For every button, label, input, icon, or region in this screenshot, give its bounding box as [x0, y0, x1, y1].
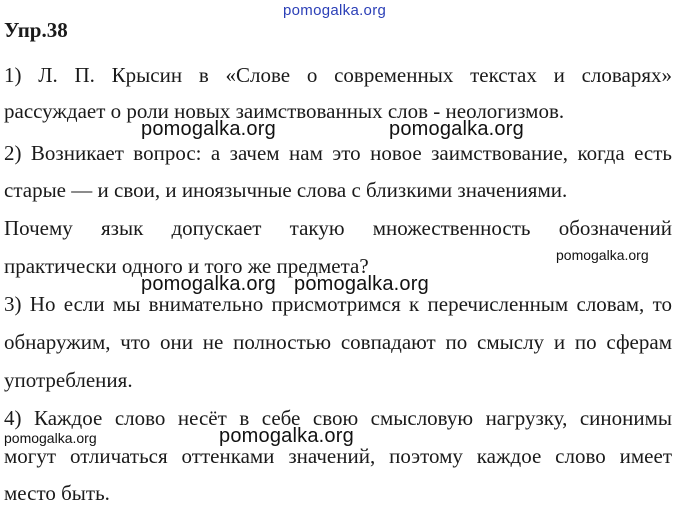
watermark-2: pomogalka.org — [389, 118, 524, 140]
watermark-3: pomogalka.org — [556, 247, 649, 263]
watermark-5: pomogalka.org — [294, 273, 429, 295]
text-line-3: 2) Возникает вопрос: а зачем нам это новое заимствование, когда есть — [4, 141, 672, 165]
text-line-11: могут отличаться оттенками значений, поэтому каждое слово имеет — [4, 444, 672, 468]
text-line-5: Почему язык допускает такую множественность обозначений — [4, 216, 672, 240]
text-line-7: 3) Но если мы внимательно присмотримся к перечисленным словам, то — [4, 292, 672, 316]
text-line-8: обнаружим, что они не полностью совпадают по смыслу и по сферам — [4, 330, 672, 354]
text-line-2: рассуждает о роли новых заимствованных слов - неологизмов. — [4, 99, 565, 123]
watermark-1: pomogalka.org — [141, 118, 276, 140]
text-line-12: место быть. — [4, 481, 110, 505]
text-line-4: старые — и свои, и иноязычные слова с близкими значениями. — [4, 178, 568, 202]
watermark-4: pomogalka.org — [141, 273, 276, 295]
text-line-9: употребления. — [4, 368, 133, 392]
watermark-6: pomogalka.org — [4, 430, 97, 446]
watermark-7: pomogalka.org — [219, 425, 354, 447]
text-line-10: 4) Каждое слово несёт в себе свою смысловую нагрузку, синонимы — [4, 406, 672, 430]
exercise-title: Упр.38 — [4, 18, 68, 42]
text-line-6: практически одного и того же предмета? — [4, 254, 369, 278]
watermark-top: pomogalka.org — [283, 2, 387, 19]
text-line-1: 1) Л. П. Крысин в «Слове о современных текстах и словарях» — [4, 63, 672, 87]
